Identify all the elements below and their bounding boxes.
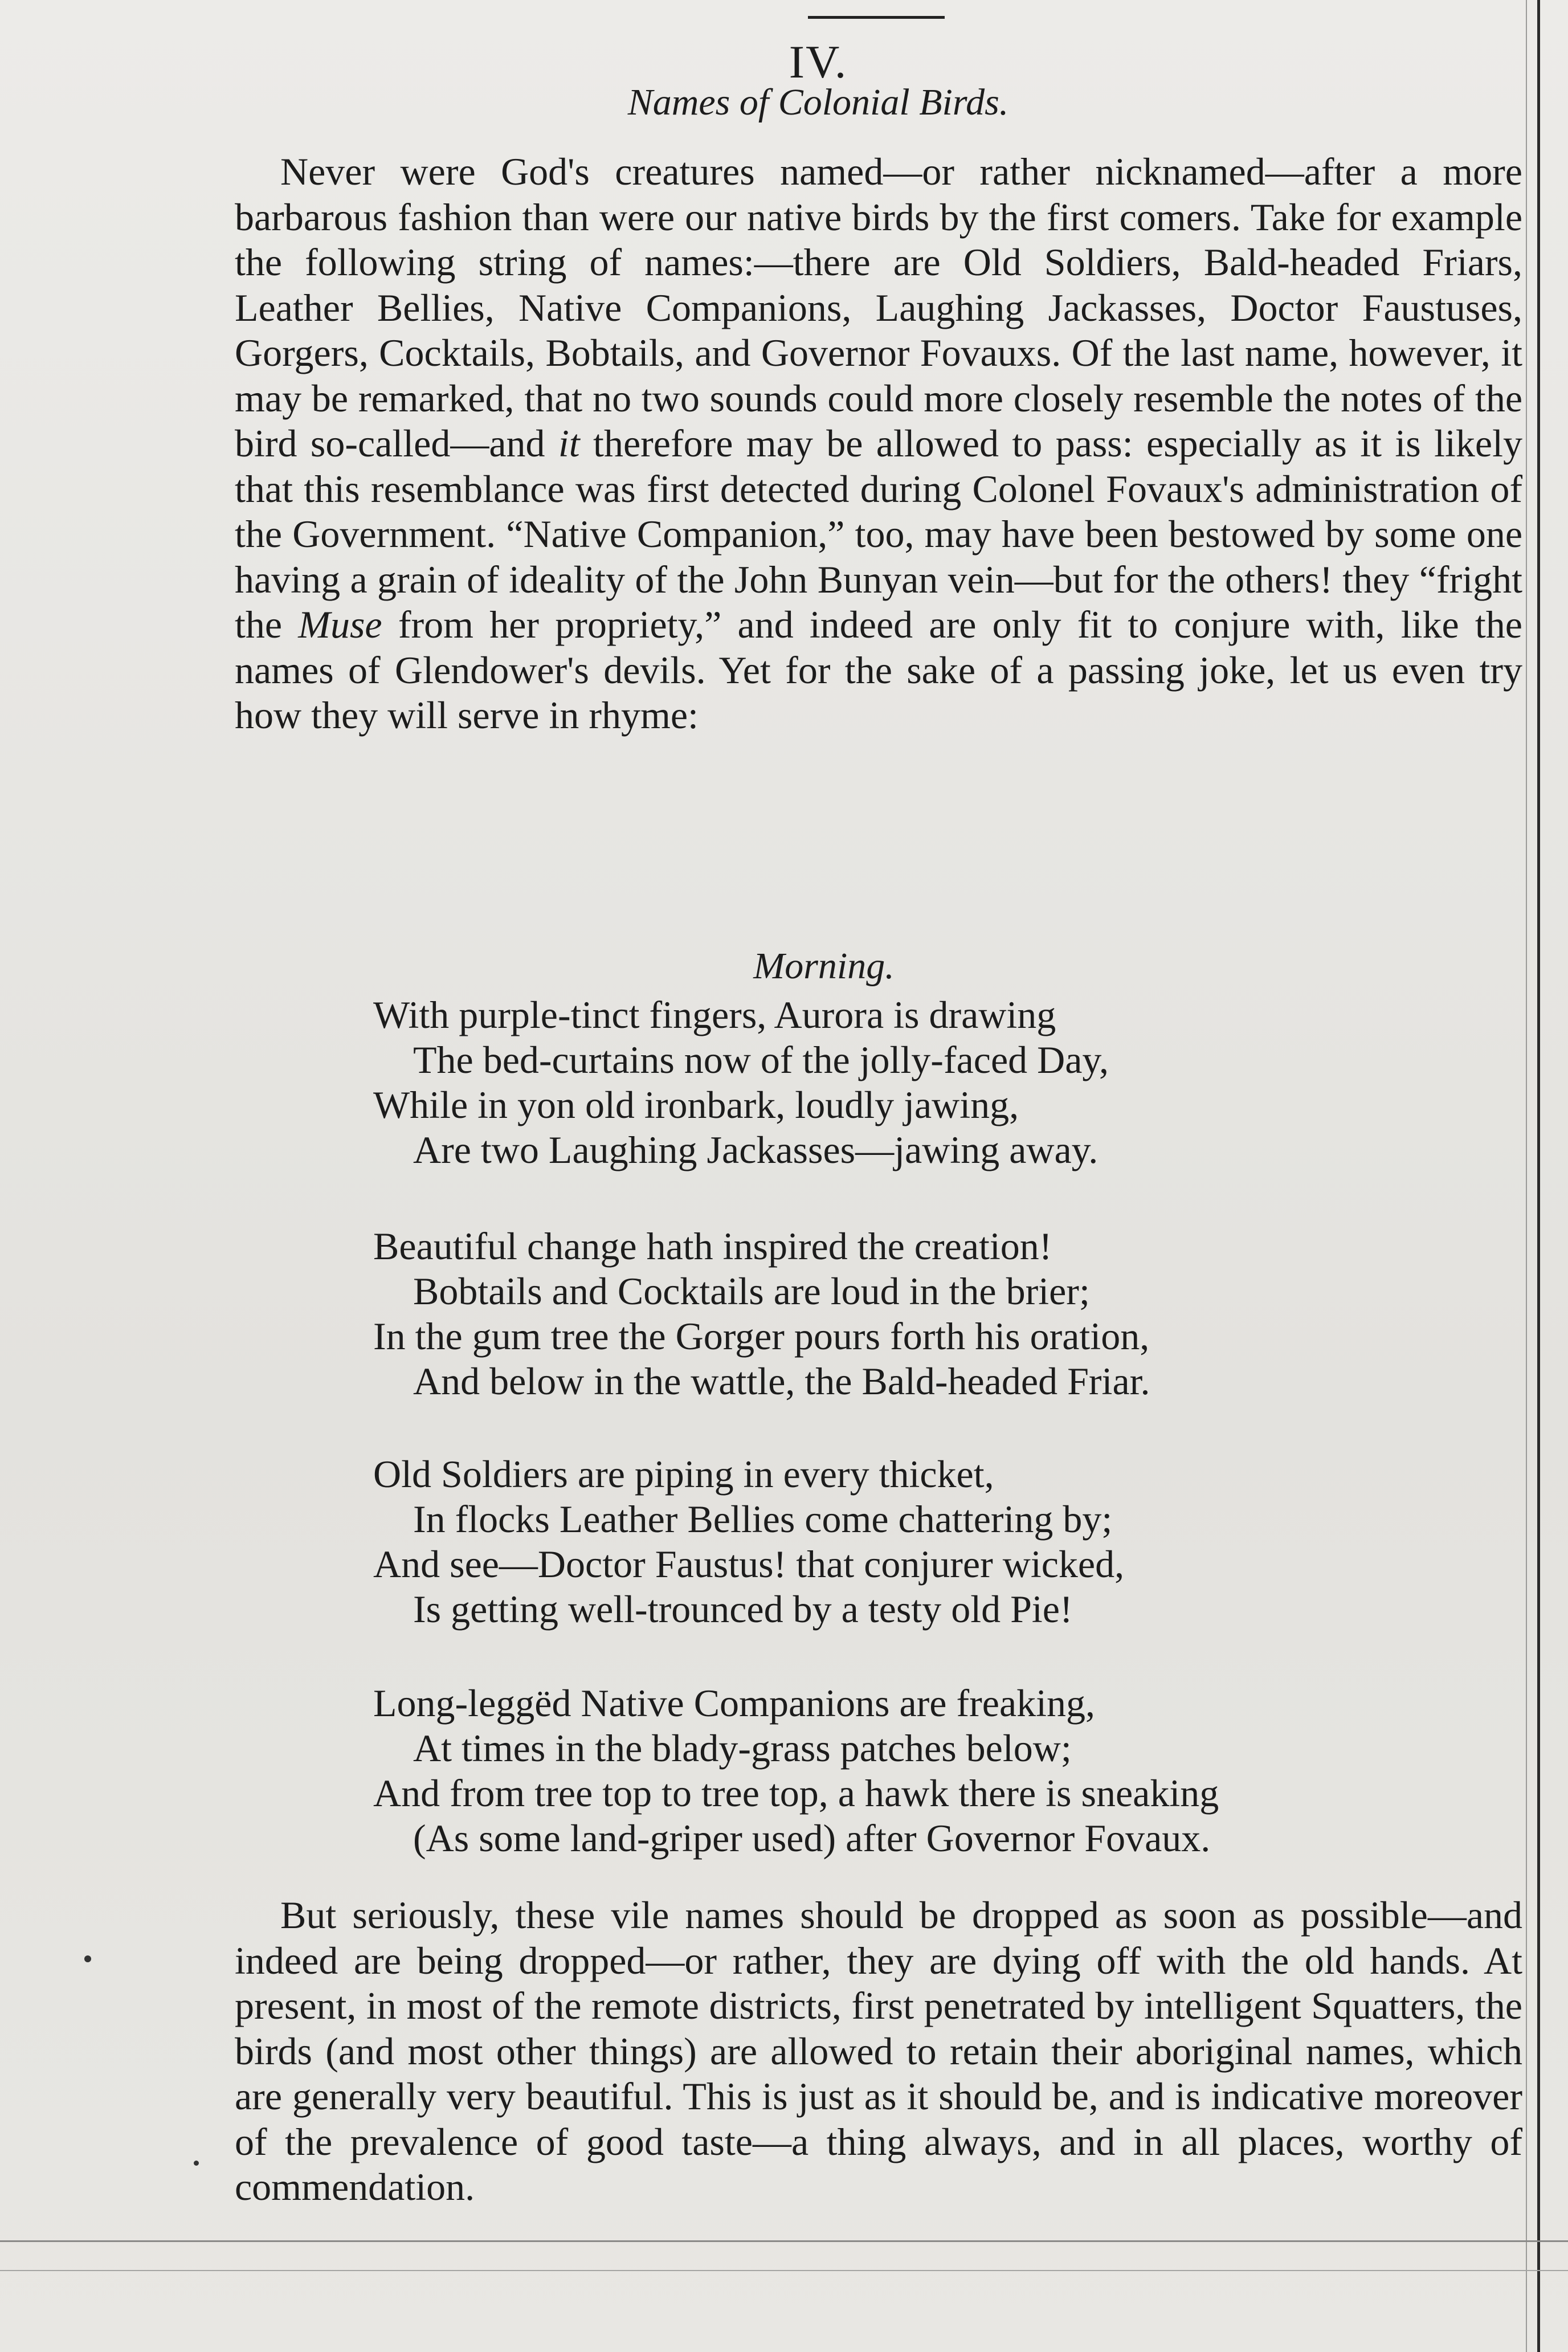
poem-line: Are two Laughing Jackasses—jawing away. xyxy=(413,1128,1099,1171)
poem-line: Long-leggëd Native Companions are freaking, xyxy=(373,1681,1096,1725)
column-rule xyxy=(1537,0,1540,2352)
poem-line: Is getting well-trounced by a testy old Pie! xyxy=(413,1587,1073,1631)
article-title: Names of Colonial Birds. xyxy=(627,81,1009,123)
poem-line: (As some land-griper used) after Governor Fovaux. xyxy=(413,1816,1211,1860)
poem-line: While in yon old ironbark, loudly jawing, xyxy=(373,1083,1019,1126)
closing-text: But seriously, these vile names should be dropped as soon as possible—and indeed are being dropped—or rather, they are dying off with the old hands. At present, in most of the remote districts, first penetrated by intelligent Squatters, the birds (and most other things) are allowed to retain their aboriginal names, which are generally very beautiful. This is just as it should be, and is indicative moreover of the prevalence of good taste—a thing always, and in all places, worthy of commendation. xyxy=(235,1893,1522,2208)
poem-line: Old Soldiers are piping in every thicket, xyxy=(373,1452,994,1496)
column-edge-faint xyxy=(1526,0,1527,2352)
bottom-rule xyxy=(0,2240,1568,2242)
top-rule xyxy=(808,16,945,19)
poem-line: Beautiful change hath inspired the creation! xyxy=(373,1224,1052,1268)
poem-line: And from tree top to tree top, a hawk there is sneaking xyxy=(373,1771,1219,1815)
poem-title: Morning. xyxy=(753,945,895,987)
emphasis-muse: Muse xyxy=(298,603,382,646)
emphasis-it: it xyxy=(558,422,580,465)
poem-stanza xyxy=(373,993,1530,1173)
poem-line: In flocks Leather Bellies come chattering by; xyxy=(413,1497,1113,1541)
poem-stanza xyxy=(373,1224,1530,1404)
ink-speck xyxy=(84,1955,91,1962)
poem-line: With purple-tinct fingers, Aurora is drawing xyxy=(373,993,1056,1036)
poem-line: And see—Doctor Faustus! that conjurer wicked, xyxy=(373,1542,1125,1586)
poem-line: The bed-curtains now of the jolly-faced Day, xyxy=(413,1038,1109,1081)
ink-speck xyxy=(194,2161,199,2166)
intro-text-part-3: from her propriety,” and indeed are only fit to conjure with, like the names of Glendower's devils. Yet for the sake of a passing joke, let us even try how they will serve in rhyme: xyxy=(235,603,1522,737)
poem-line: At times in the blady-grass patches below; xyxy=(413,1726,1072,1770)
intro-text-part-2: therefore may be allowed to pass: especially as it is likely that this resemblance was first detected during Colonel Fovaux's administration of the Government. “Native Companion,” too, may have been bestowed by some one having a grain of ideality of the John Bunyan vein—but for the others! they “fright the xyxy=(235,422,1522,646)
poem-stanza xyxy=(373,1452,1530,1632)
poem-line: Bobtails and Cocktails are loud in the brier; xyxy=(413,1269,1090,1313)
closing-paragraph xyxy=(235,1893,1522,2210)
intro-paragraph xyxy=(235,149,1522,738)
article-number: IV. xyxy=(789,36,848,88)
poem-line: And below in the wattle, the Bald-headed Friar. xyxy=(413,1359,1150,1403)
poem-line: In the gum tree the Gorger pours forth his oration, xyxy=(373,1314,1150,1358)
intro-text-part-1: Never were God's creatures named—or rather nicknamed—after a more barbarous fashion than were our native birds by the first comers. Take for example the following string of names:—there are Old Soldiers, Bald-headed Friars, Leather Bellies, Native Companions, Laughing Jackasses, Doctor Faustuses, Gorgers, Cocktails, Bobtails, and Governor Fovauxs. Of the last name, however, it may be remarked, that no two sounds could more closely resemble the notes of the bird so-called—and xyxy=(235,150,1522,465)
poem-stanza xyxy=(373,1681,1530,1861)
fold-line xyxy=(0,2270,1568,2271)
